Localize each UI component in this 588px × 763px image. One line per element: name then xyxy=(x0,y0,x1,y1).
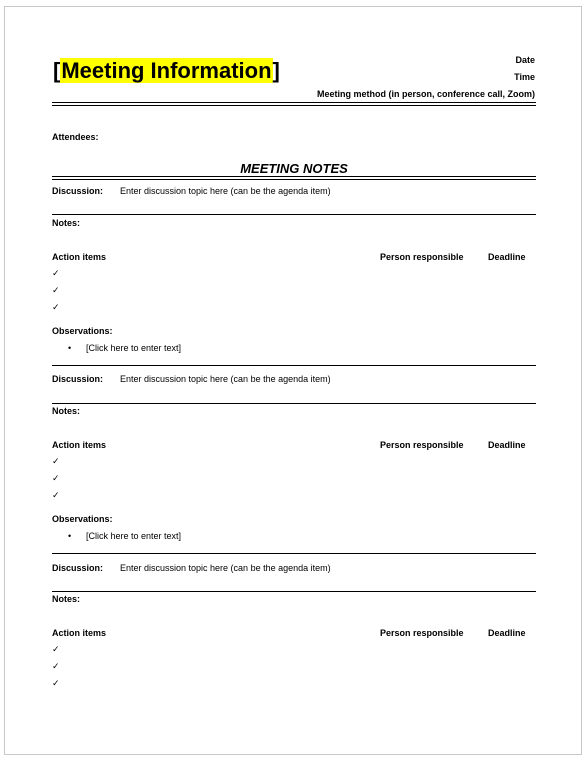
section-divider xyxy=(52,553,536,554)
section-divider xyxy=(52,403,536,404)
title-bracket-close: ] xyxy=(272,58,280,83)
discussion-label: Discussion: xyxy=(52,186,104,196)
observations-label: Observations: xyxy=(52,326,113,336)
observation-text-field[interactable]: [Click here to enter text] xyxy=(86,531,182,541)
meeting-notes-heading: MEETING NOTES xyxy=(240,161,348,176)
discussion-topic-field[interactable]: Enter discussion topic here (can be the agenda item) xyxy=(120,186,331,196)
action-item-checkbox[interactable]: ✓ xyxy=(52,678,60,688)
action-items-label: Action items xyxy=(52,628,107,638)
discussion-label: Discussion: xyxy=(52,563,104,573)
discussion-label: Discussion: xyxy=(52,374,104,384)
action-items-label: Action items xyxy=(52,252,107,262)
action-item-checkbox[interactable]: ✓ xyxy=(52,661,60,671)
attendees-label[interactable]: Attendees: xyxy=(52,132,99,142)
title-highlight[interactable]: Meeting Information xyxy=(61,58,272,83)
deadline-label: Deadline xyxy=(488,440,526,450)
observation-text-field[interactable]: [Click here to enter text] xyxy=(86,343,182,353)
action-items-label: Action items xyxy=(52,440,107,450)
person-responsible-label: Person responsible xyxy=(380,440,464,450)
discussion-topic-field[interactable]: Enter discussion topic here (can be the agenda item) xyxy=(120,374,331,384)
person-responsible-label: Person responsible xyxy=(380,628,464,638)
section-divider xyxy=(52,214,536,215)
notes-label[interactable]: Notes: xyxy=(52,218,81,228)
action-item-checkbox[interactable]: ✓ xyxy=(52,268,60,278)
deadline-label: Deadline xyxy=(488,628,526,638)
action-item-checkbox[interactable]: ✓ xyxy=(52,456,60,466)
notes-heading-divider xyxy=(52,176,536,180)
section-divider xyxy=(52,365,536,366)
discussion-topic-field[interactable]: Enter discussion topic here (can be the agenda item) xyxy=(120,563,331,573)
bullet-icon: • xyxy=(68,531,72,541)
title-bracket-open: [ xyxy=(53,58,61,83)
notes-label[interactable]: Notes: xyxy=(52,406,81,416)
date-field[interactable]: Date xyxy=(515,55,535,65)
notes-label[interactable]: Notes: xyxy=(52,594,81,604)
meeting-title[interactable] xyxy=(53,58,280,84)
meeting-method-field[interactable]: Meeting method (in person, conference call, Zoom) xyxy=(316,89,535,99)
action-item-checkbox[interactable]: ✓ xyxy=(52,285,60,295)
observations-label: Observations: xyxy=(52,514,113,524)
person-responsible-label: Person responsible xyxy=(380,252,464,262)
action-item-checkbox[interactable]: ✓ xyxy=(52,302,60,312)
action-item-checkbox[interactable]: ✓ xyxy=(52,490,60,500)
section-divider xyxy=(52,591,536,592)
action-item-checkbox[interactable]: ✓ xyxy=(52,644,60,654)
action-item-checkbox[interactable]: ✓ xyxy=(52,473,60,483)
bullet-icon: • xyxy=(68,343,72,353)
deadline-label: Deadline xyxy=(488,252,526,262)
time-field[interactable]: Time xyxy=(514,72,535,82)
header-divider xyxy=(52,102,536,106)
